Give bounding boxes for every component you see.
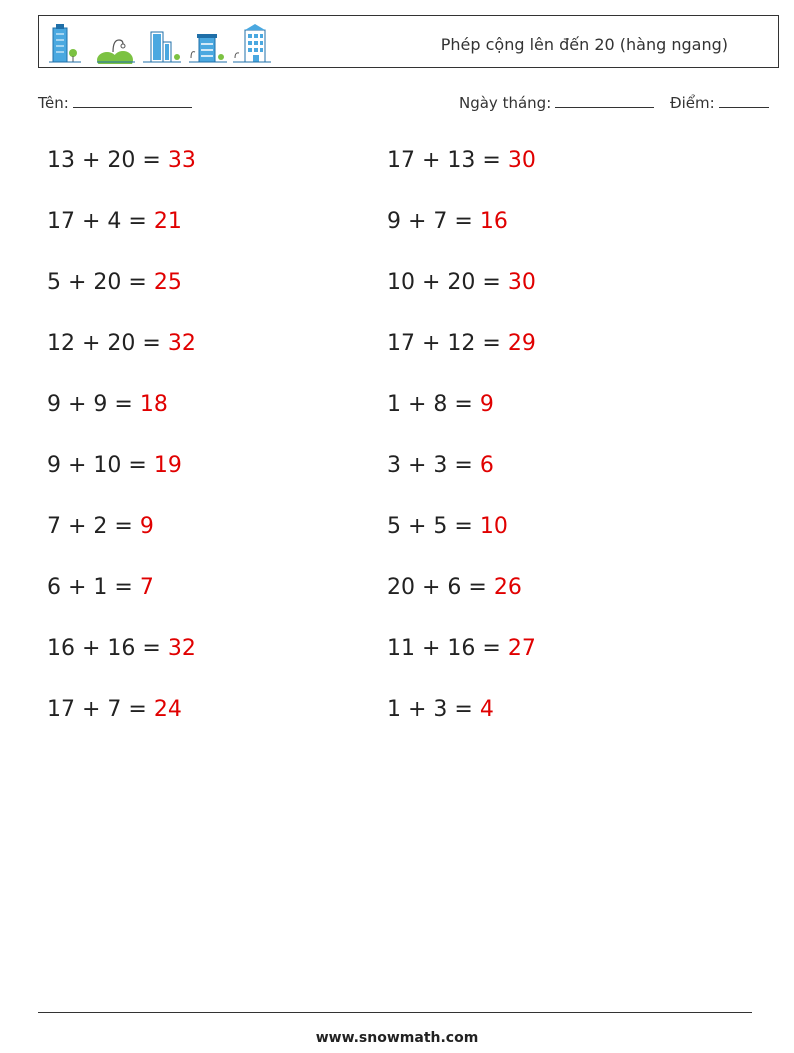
problem-17 — [47, 636, 196, 661]
skyscraper-icon — [49, 24, 81, 62]
problem-15 — [47, 575, 154, 600]
name-field[interactable] — [38, 94, 192, 112]
date-field[interactable] — [459, 94, 654, 112]
question: 9 + 7 = — [387, 209, 480, 234]
question: 17 + 4 = — [47, 209, 154, 234]
answer: 4 — [479, 697, 494, 722]
question: 3 + 3 = — [387, 453, 480, 478]
answer: 16 — [479, 209, 508, 234]
problem-4 — [387, 209, 508, 234]
answer: 21 — [153, 209, 182, 234]
answer: 32 — [167, 331, 196, 356]
answer: 19 — [153, 453, 182, 478]
header-icons — [47, 22, 277, 64]
question: 17 + 12 = — [387, 331, 508, 356]
problem-13 — [47, 514, 154, 539]
answer: 10 — [479, 514, 508, 539]
answer: 32 — [167, 636, 196, 661]
question: 6 + 1 = — [47, 575, 140, 600]
score-field[interactable] — [670, 94, 769, 112]
footer-divider — [38, 1012, 752, 1013]
problem-14 — [387, 514, 508, 539]
question: 7 + 2 = — [47, 514, 140, 539]
park-icon — [97, 40, 135, 64]
date-label: Ngày tháng: — [459, 94, 552, 112]
problem-5 — [47, 270, 182, 295]
answer: 30 — [507, 270, 536, 295]
question: 16 + 16 = — [47, 636, 168, 661]
problem-7 — [47, 331, 196, 356]
header-box — [38, 15, 779, 68]
answer: 25 — [153, 270, 182, 295]
question: 20 + 6 = — [387, 575, 494, 600]
question: 5 + 5 = — [387, 514, 480, 539]
answer: 24 — [153, 697, 182, 722]
problem-19 — [47, 697, 182, 722]
problem-6 — [387, 270, 536, 295]
problem-18 — [387, 636, 536, 661]
answer: 18 — [139, 392, 168, 417]
answer: 9 — [479, 392, 494, 417]
answer: 30 — [507, 148, 536, 173]
date-line[interactable] — [555, 94, 654, 108]
question: 10 + 20 = — [387, 270, 508, 295]
answer: 26 — [493, 575, 522, 600]
question: 9 + 10 = — [47, 453, 154, 478]
problem-11 — [47, 453, 182, 478]
problem-2 — [387, 148, 536, 173]
building-icon — [189, 34, 227, 62]
question: 1 + 8 = — [387, 392, 480, 417]
name-label: Tên: — [38, 94, 69, 112]
question: 13 + 20 = — [47, 148, 168, 173]
worksheet-title: Phép cộng lên đến 20 (hàng ngang) — [440, 35, 728, 54]
problem-9 — [47, 392, 168, 417]
answer: 27 — [507, 636, 536, 661]
problem-3 — [47, 209, 182, 234]
problem-20 — [387, 697, 494, 722]
apartment-icon — [233, 24, 271, 62]
problem-1 — [47, 148, 196, 173]
score-line[interactable] — [719, 94, 769, 108]
office-building-icon — [143, 32, 181, 62]
name-line[interactable] — [73, 94, 192, 108]
problem-12 — [387, 453, 494, 478]
answer: 6 — [479, 453, 494, 478]
question: 11 + 16 = — [387, 636, 508, 661]
question: 9 + 9 = — [47, 392, 140, 417]
question: 1 + 3 = — [387, 697, 480, 722]
question: 5 + 20 = — [47, 270, 154, 295]
problem-8 — [387, 331, 536, 356]
answer: 33 — [167, 148, 196, 173]
answer: 29 — [507, 331, 536, 356]
answer: 9 — [139, 514, 154, 539]
footer-site-link[interactable]: www.snowmath.com — [315, 1030, 479, 1046]
question: 12 + 20 = — [47, 331, 168, 356]
score-label: Điểm: — [670, 94, 715, 112]
problem-10 — [387, 392, 494, 417]
answer: 7 — [139, 575, 154, 600]
question: 17 + 13 = — [387, 148, 508, 173]
problem-16 — [387, 575, 522, 600]
question: 17 + 7 = — [47, 697, 154, 722]
